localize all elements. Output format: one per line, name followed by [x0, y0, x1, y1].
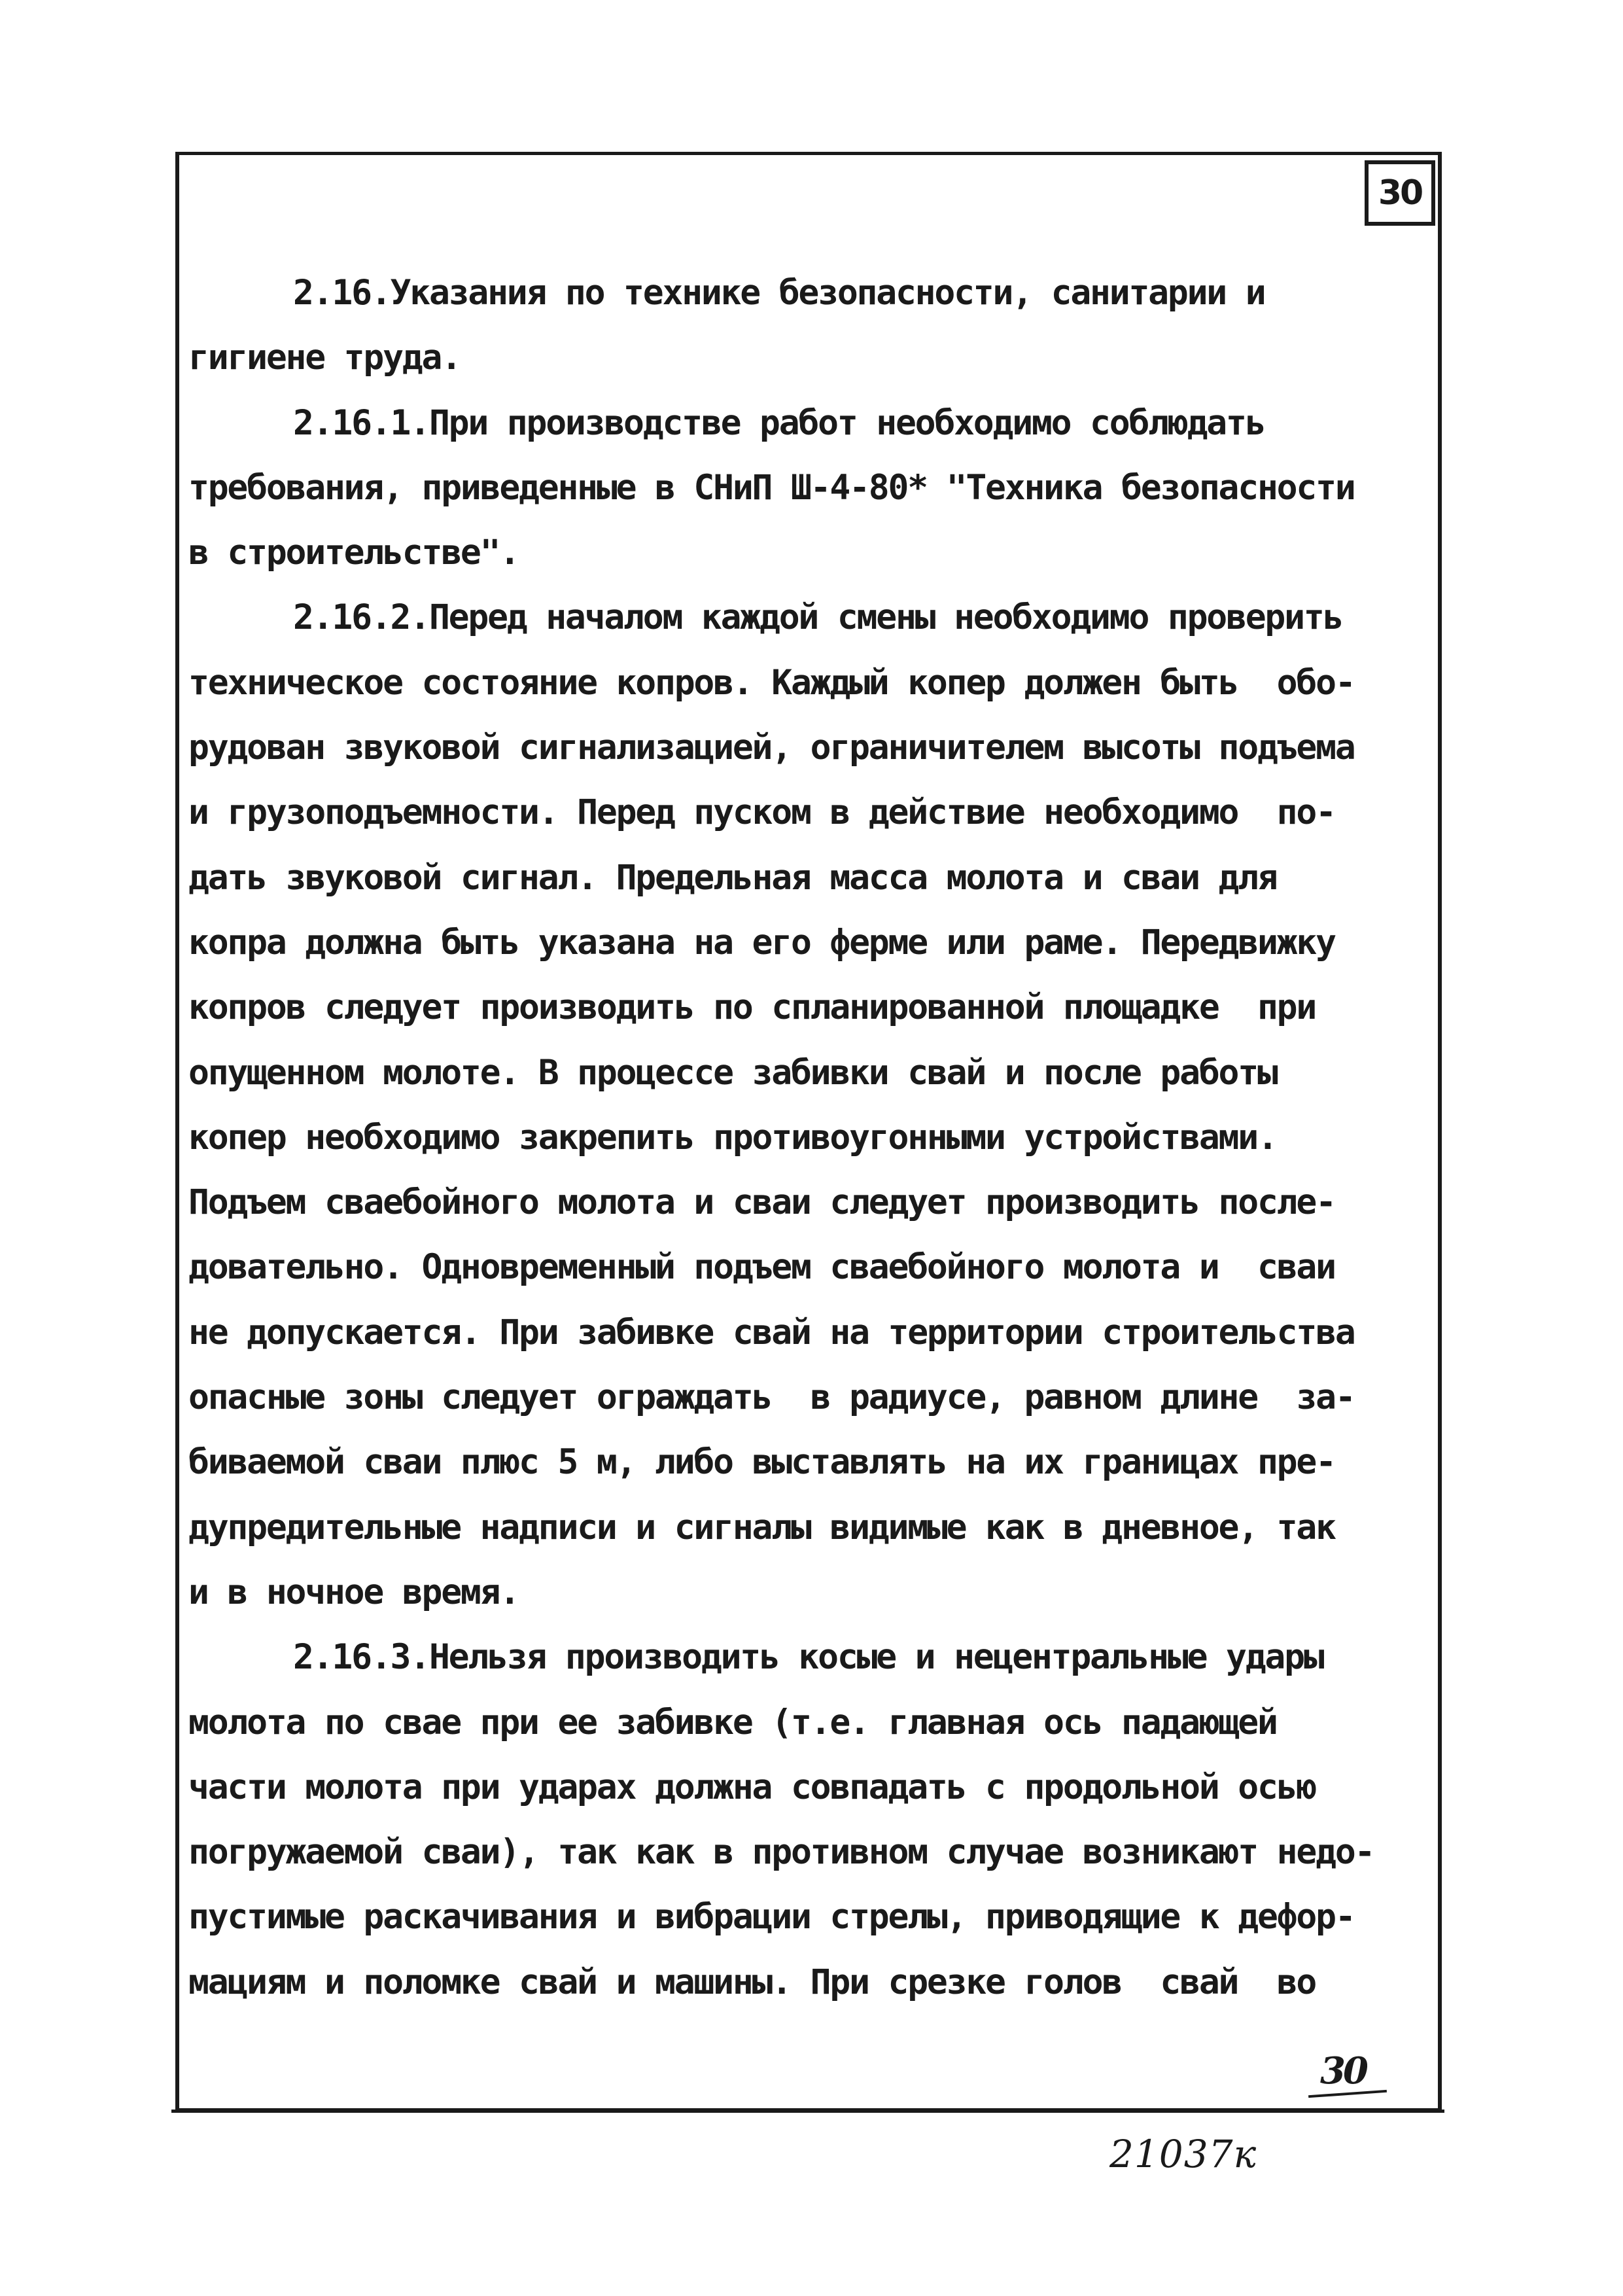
text-line: части молота при ударах должна совпадать с продольной осью [188, 1767, 1316, 1807]
text-line: погружаемой сваи), так как в противном случае возникают недо- [188, 1832, 1374, 1873]
text-line: мациям и поломке свай и машины. При срезке голов свай во [188, 1962, 1316, 2002]
document-body [188, 260, 1431, 2015]
text-line: пустимые раскачивания и вибрации стрелы, приводящие к дефор- [188, 1897, 1355, 1937]
handwritten-page-number: 30 [1320, 2049, 1366, 2093]
document-number-stamp: 21037к [1109, 2132, 1257, 2176]
paragraph-2-16-3-start: 2.16.3.Нельзя производить косые и нецентральные удары [293, 1637, 1323, 1678]
text-line: биваемой сваи плюс 5 м, либо выставлять на их границах пре- [188, 1442, 1335, 1483]
text-line: опущенном молоте. В процессе забивки свай и после работы [188, 1052, 1277, 1093]
text-line: рудован звуковой сигнализацией, ограничителем высоты подъема [188, 728, 1355, 768]
text-line: гигиене труда. [188, 338, 461, 378]
text-line: копер необходимо закрепить противоугонными устройствами. [188, 1117, 1277, 1157]
text-line: Подъем сваебойного молота и сваи следует производить после- [188, 1182, 1335, 1223]
text-line: и в ночное время. [188, 1572, 519, 1612]
paragraph-2-16-1-start: 2.16.1.При производстве работ необходимо соблюдать [293, 402, 1265, 443]
text-line: и грузоподъемности. Перед пуском в действие необходимо по- [188, 792, 1335, 833]
paragraph-2-16-2-start: 2.16.2.Перед началом каждой смены необходимо проверить [293, 597, 1343, 638]
text-line: дупредительные надписи и сигналы видимые как в дневное, так [188, 1507, 1335, 1547]
text-line: техническое состояние копров. Каждый копер должен быть обо- [188, 662, 1355, 703]
page-number-box: 30 [1365, 160, 1435, 226]
frame-bottom-rule [171, 2110, 1444, 2113]
text-line: копров следует производить по спланированной площадке при [188, 987, 1316, 1028]
text-line: не допускается. При забивке свай на территории строительства [188, 1312, 1355, 1352]
text-line: требования, приведенные в СНиП Ш-4-80* "Техника безопасности [188, 467, 1355, 508]
text-line: в строительстве". [188, 533, 519, 573]
text-line: довательно. Одновременный подъем сваебойного молота и сваи [188, 1247, 1335, 1288]
text-line: копра должна быть указана на его ферме или раме. Передвижку [188, 922, 1335, 963]
section-heading-2-16: 2.16.Указания по технике безопасности, санитарии и [293, 273, 1265, 313]
text-line: дать звуковой сигнал. Предельная масса молота и сваи для [188, 857, 1277, 898]
text-line: молота по свае при ее забивке (т.е. главная ось падающей [188, 1702, 1277, 1742]
text-line: опасные зоны следует ограждать в радиусе, равном длине за- [188, 1377, 1355, 1418]
